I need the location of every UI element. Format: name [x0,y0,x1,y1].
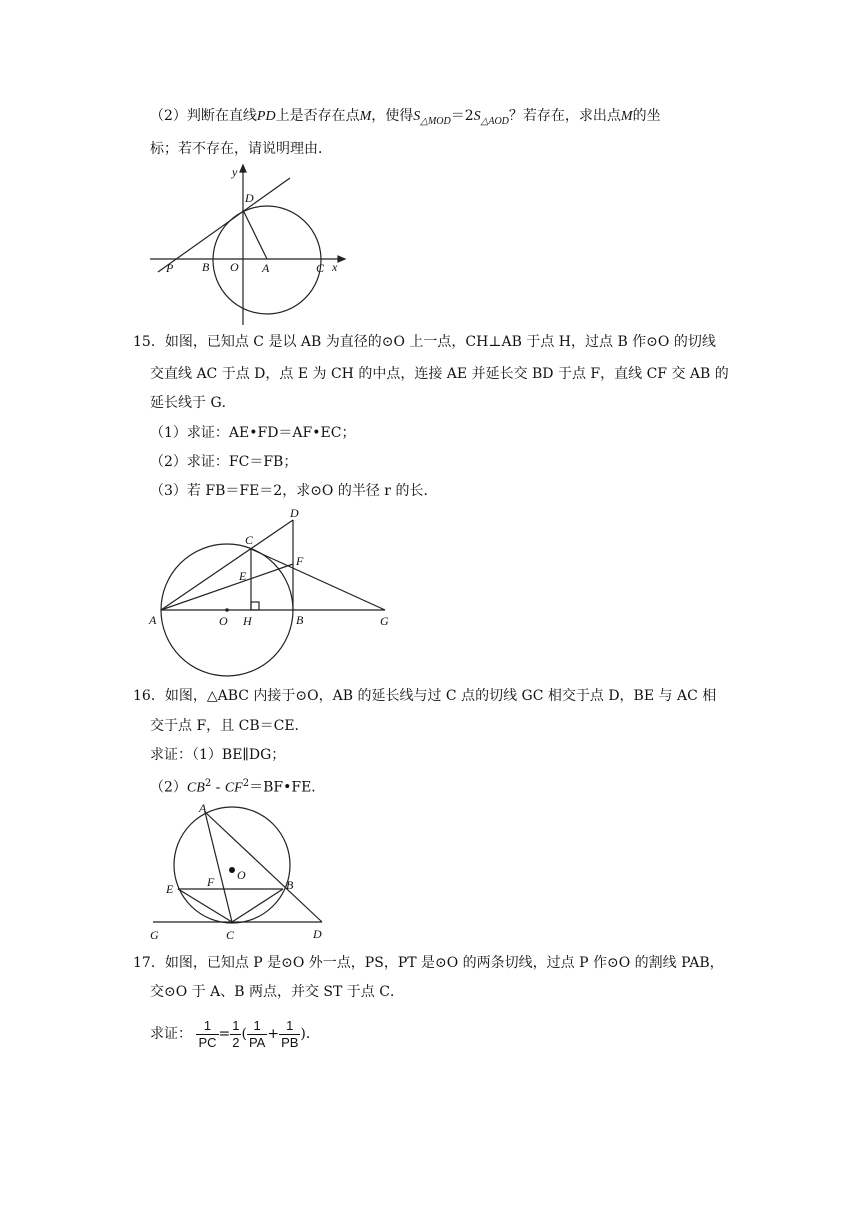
line-cg [251,549,385,610]
y-arrow [240,165,246,172]
label-b: B [296,613,304,627]
q17-line2: 交⊙O 于 A、B 两点，并交 ST 于点 C． [150,984,404,1000]
line-ad [161,520,293,610]
q15-part1: （1）求证：AE•FD＝AF•EC； [150,425,356,441]
text: S [413,109,421,124]
label-a: A [262,261,270,275]
denominator: PB [281,1034,299,1050]
label-a: A [199,801,207,815]
label-h: H [243,614,252,628]
text: M [620,109,633,124]
question-number: 17． [133,955,165,971]
numerator: 1 [247,1018,267,1035]
q14-part2-line2: 标；若不存在，请说明理由． [150,141,332,157]
q16-proof1: 求证：（1）BE∥DG； [150,747,286,763]
numerator: 1 [232,1017,240,1033]
label-e: E [239,569,247,583]
x-arrow [338,256,345,262]
fraction-1-over-pc [196,1018,218,1051]
q14-part2-line1 [150,106,661,132]
label-d: D [313,927,322,941]
text: 的坐 [632,108,661,124]
center-dot [229,867,235,873]
proof-label: 求证： [150,1026,192,1042]
numerator: 1 [196,1018,218,1035]
center-dot [225,608,229,612]
plus-sign: + [267,1026,280,1042]
q16-line1 [133,686,716,706]
line-ad [205,812,322,922]
label-a: A [149,613,157,627]
label-d: D [245,191,254,205]
q15-part3: （3）若 FB＝FE＝2，求⊙O 的半径 r 的长． [150,483,438,499]
text: S [473,109,481,124]
label-c: C [245,533,254,547]
paren-right: )． [300,1026,320,1042]
text: 如图，△ABC 内接于⊙O，AB 的延长线与过 C 点的切线 GC 相交于点 D，BE 与 AC 相 [164,688,717,704]
q15-line2: 交直线 AC 于点 D，点 E 为 CH 的中点，连接 AE 并延长交 BD 于点 F，直线 CF 交 AB 的 [150,366,729,382]
text: 如图，已知点 C 是以 AB 为直径的⊙O 上一点，CH⊥AB 于点 H，过点 B 作⊙O 的切线 [164,334,716,350]
text: M [359,109,372,124]
label-d: D [290,506,299,520]
label-f: F [207,875,215,889]
q15-line3: 延长线于 G． [150,395,236,411]
superscript: 2 [204,778,212,789]
label-o: O [219,614,228,628]
line-pd [158,178,290,272]
text: PD [256,109,276,124]
fraction-1-over-pb [279,1018,300,1051]
label-p: P [166,261,174,275]
right-angle-mark [251,602,259,610]
circle-o [174,807,290,923]
denominator: 2 [232,1034,240,1050]
text: CF [224,780,243,796]
figure-14 [140,160,360,330]
text: ＝2 [450,108,474,124]
label-b: B [202,260,210,274]
paren-left: ( [241,1026,247,1042]
text: （2）判断在直线 [150,108,257,124]
question-number: 15． [133,334,165,350]
figure-15 [140,500,410,670]
label-e: E [166,882,174,896]
label-c: C [316,261,325,275]
denominator: PA [248,1034,266,1050]
denominator: PC [198,1034,217,1050]
q16-line2: 交于点 F，且 CB＝CE． [150,718,309,734]
label-g: G [380,614,389,628]
subscript: △MOD [420,115,451,127]
q17-proof [150,1014,320,1054]
label-o: O [237,868,246,882]
text: （2） [150,779,187,796]
superscript: 2 [242,778,250,789]
text: ＝BF•FE． [249,779,326,796]
label-g: G [150,928,159,942]
text: ？若存在，求出点 [508,108,621,124]
fraction-1-over-2 [230,1018,241,1051]
numerator: 1 [279,1018,300,1035]
line-af [161,564,293,610]
text: ，使得 [371,108,414,124]
q17-line1 [133,953,724,973]
label-c: C [226,928,235,942]
segment-ec [178,889,232,922]
label-y: y [232,165,238,179]
text: 上是否存在点 [275,108,360,124]
label-o: O [230,260,239,274]
label-x: x [332,260,338,274]
q15-part2: （2）求证：FC＝FB； [150,454,298,470]
figure-16 [140,795,340,945]
q15-line1 [133,332,716,352]
label-f: F [296,554,304,568]
segment-da [243,210,267,259]
subscript: △AOD [480,115,509,127]
equals-sign: = [218,1026,231,1042]
text: CB [186,780,205,796]
text: 如图，已知点 P 是⊙O 外一点，PS，PT 是⊙O 的两条切线，过点 P 作⊙O 的割线 PAB， [164,955,724,971]
question-number: 16． [133,688,165,704]
text: - [211,779,225,796]
segment-ac [205,812,232,922]
label-b: B [286,878,294,892]
fraction-1-over-pa [247,1018,267,1051]
